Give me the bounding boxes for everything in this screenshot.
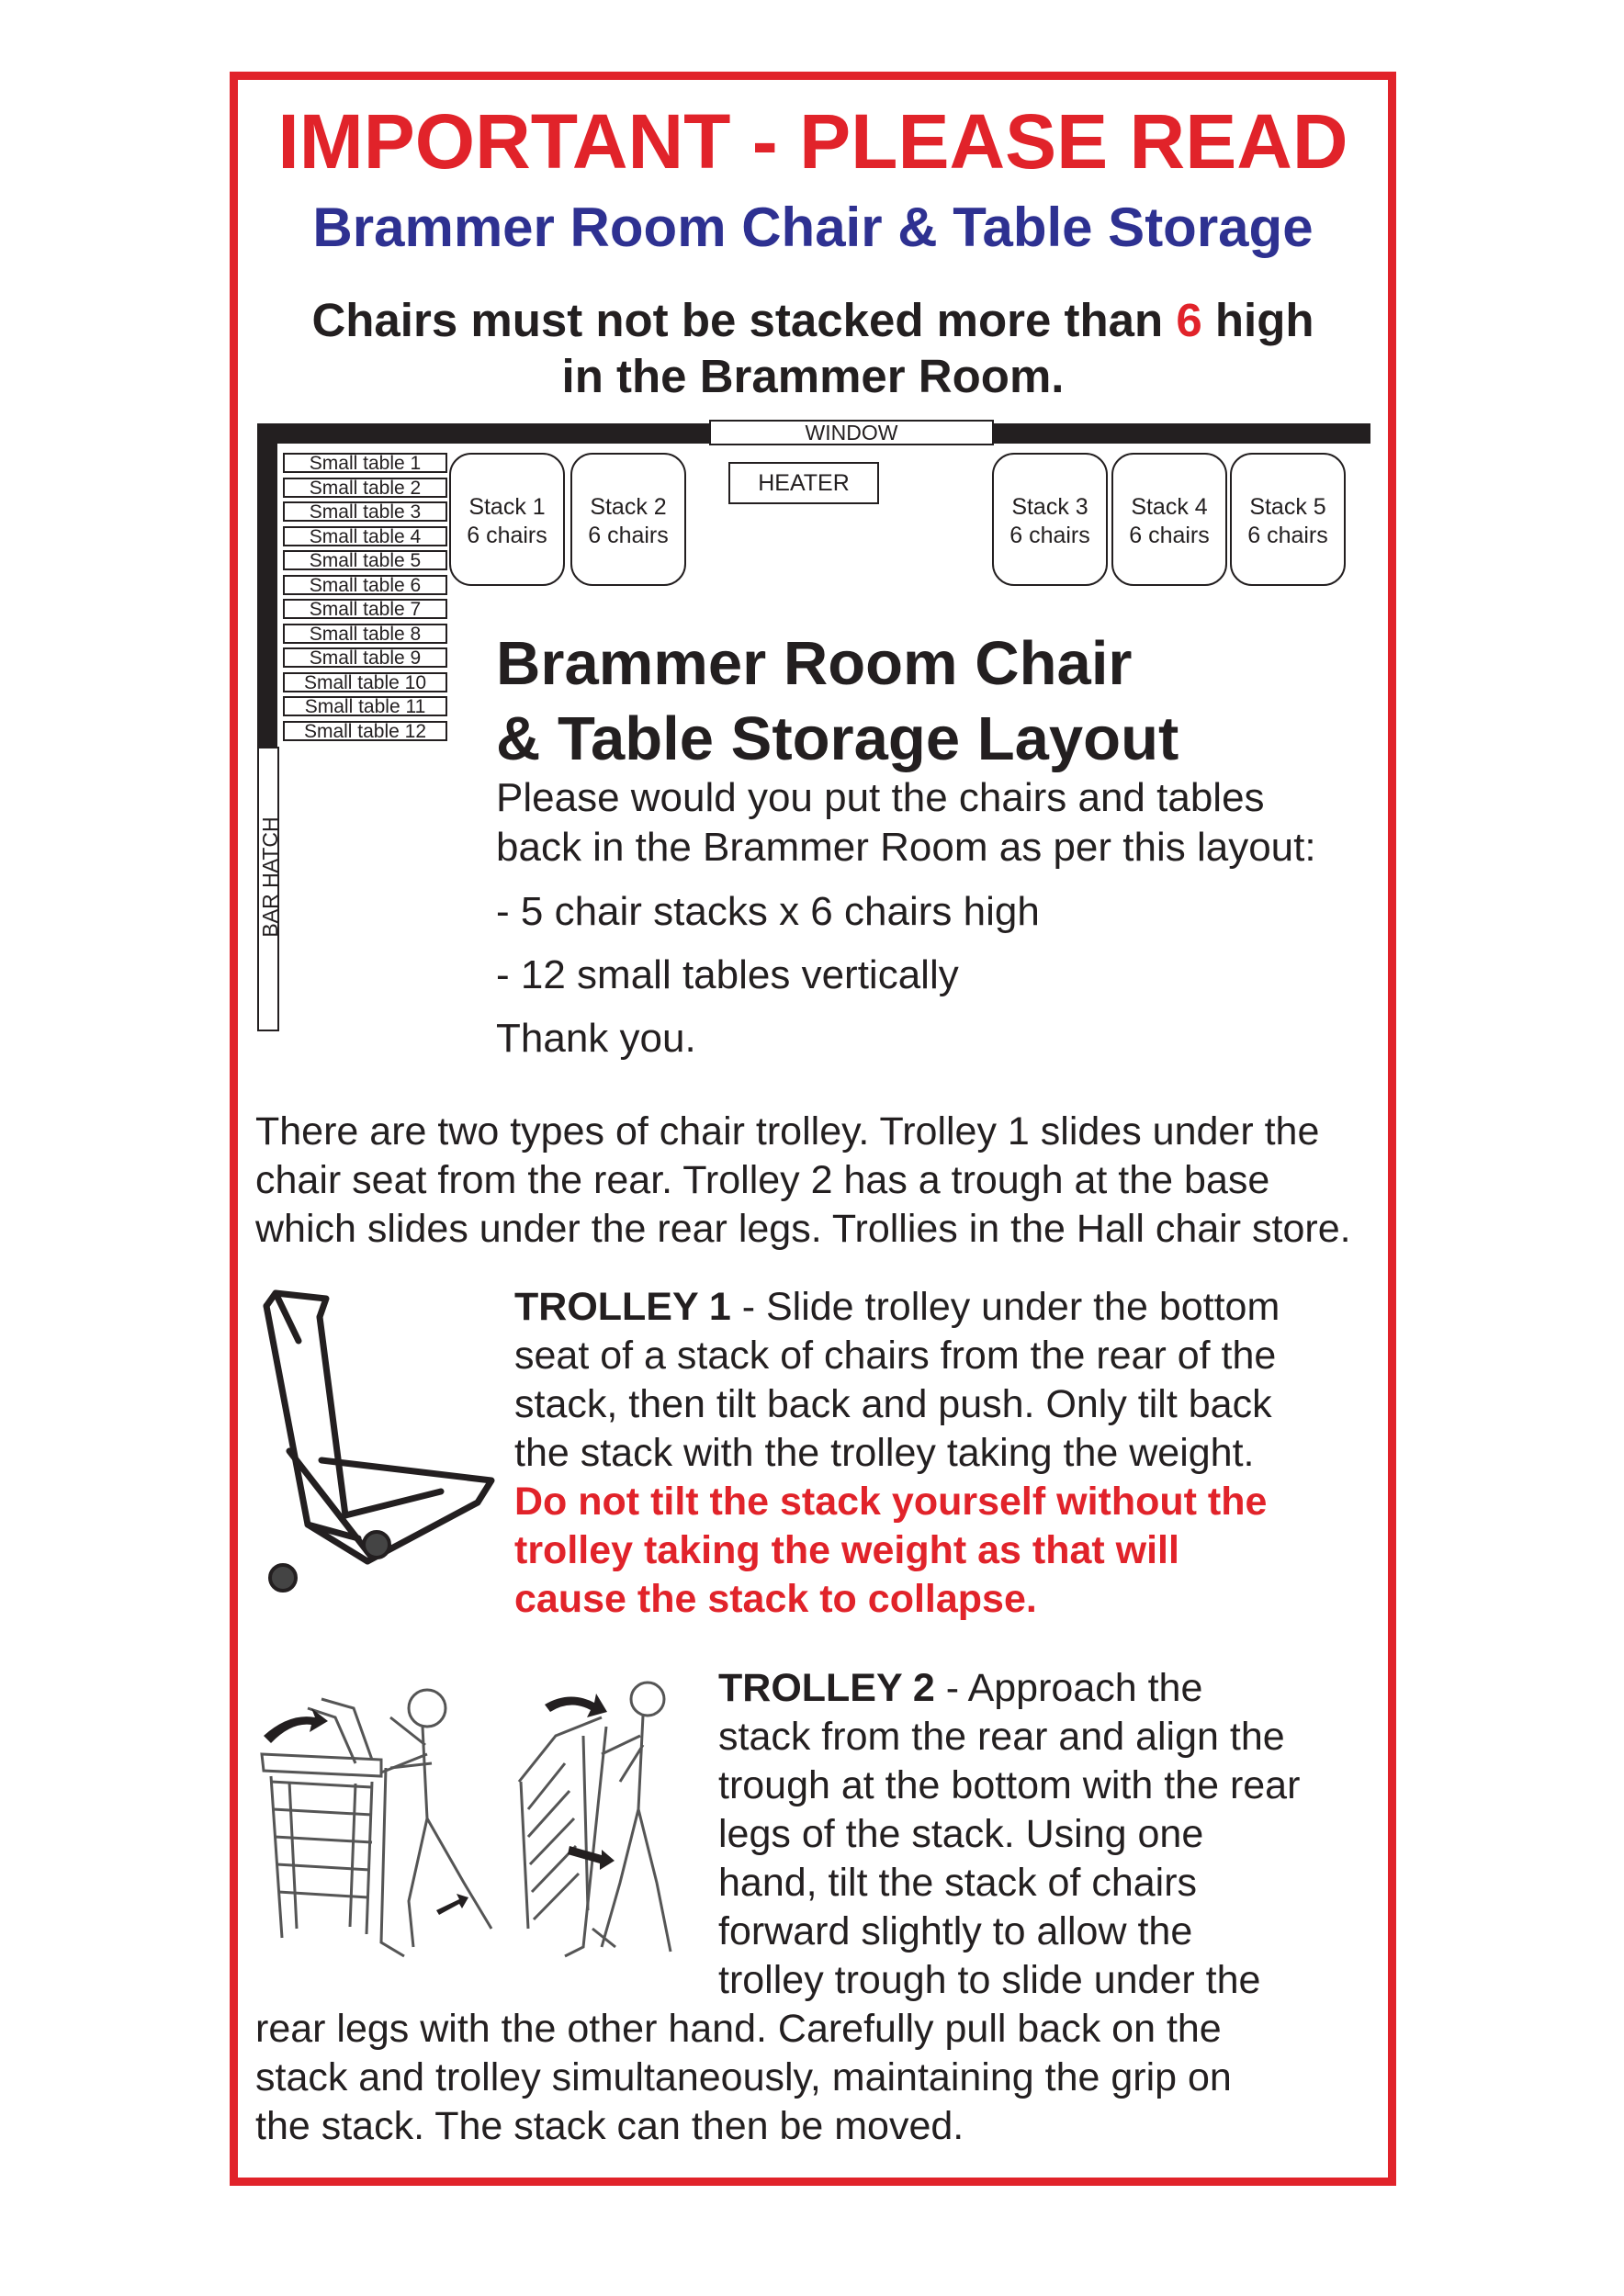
trolley-intro [255,1108,1351,1254]
small-table: Small table 7 [283,599,447,619]
trolley-1-line: - Slide trolley under the bottom [730,1285,1280,1329]
small-table: Small table 8 [283,624,447,644]
trolley-1-warning: trolley taking the weight as that will [514,1528,1179,1572]
small-table: Small table 1 [283,453,447,473]
trolley-1-line: stack, then tilt back and push. Only tilt back [514,1382,1272,1426]
trolley-2-line: forward slightly to allow the [718,1909,1193,1953]
small-table: Small table 3 [283,501,447,522]
warning-number: 6 [1176,294,1202,346]
bar-hatch-label: BAR HATCH [258,816,282,938]
stack-count: 6 chairs [467,523,547,548]
trolley-2-illustration [253,1681,721,1965]
trolley-2-text-continued [255,2005,1232,2151]
thank-you: Thank you. [496,1016,696,1061]
small-table: Small table 9 [283,647,447,668]
trolley-2-line: legs of the stack. Using one [718,1812,1204,1856]
layout-instructions [496,773,1316,872]
arrow-icon [436,1894,468,1915]
chair-stack-1 [449,453,565,586]
small-table: Small table 4 [283,526,447,546]
stack-name: Stack 3 [1011,494,1088,520]
instruction-line: Please would you put the chairs and tables [496,775,1265,820]
trolley-1-warning: cause the stack to collapse. [514,1577,1037,1621]
wheel-icon [364,1532,389,1558]
page-title: IMPORTANT - PLEASE READ [277,98,1348,185]
chair-stack-5 [1230,453,1346,586]
warning-text-1: Chairs must not be stacked more than [311,294,1177,346]
trolley-2-line: trough at the bottom with the rear [718,1763,1301,1807]
stack-count: 6 chairs [588,523,669,548]
chair-stack-2 [570,453,686,586]
bullet-stacks: - 5 chair stacks x 6 chairs high [496,889,1040,934]
trolley-1-line: seat of a stack of chairs from the rear of the [514,1334,1277,1378]
chair-stack-3 [992,453,1108,586]
small-table: Small table 6 [283,575,447,595]
stack-name: Stack 4 [1131,494,1208,520]
small-table: Small table 2 [283,478,447,498]
warning-text-3: in the Brammer Room. [561,350,1065,402]
small-table: Small table 11 [283,696,447,716]
intro-line: There are two types of chair trolley. Trolley 1 slides under the [255,1109,1320,1154]
bar-hatch [257,747,282,1031]
trolley-1-line: the stack with the trolley taking the weight. [514,1431,1255,1475]
warning-text-2: high [1201,294,1314,346]
trolley-2-line: - Approach the [934,1666,1203,1710]
stacking-warning [230,292,1396,404]
bullet-tables: - 12 small tables vertically [496,952,959,997]
stack-count: 6 chairs [1129,523,1210,548]
intro-line: which slides under the rear legs. Trollies in the Hall chair store. [255,1207,1351,1251]
trolley-2-text [718,1664,1300,2005]
intro-line: chair seat from the rear. Trolley 2 has a trough at the base [255,1158,1270,1202]
trolley-1-text [514,1283,1280,1624]
small-table: Small table 5 [283,550,447,570]
window [709,420,994,445]
trolley-1-illustration [257,1286,505,1616]
small-table: Small table 12 [283,721,447,741]
stack-count: 6 chairs [1009,523,1090,548]
trolley-2-line: stack and trolley simultaneously, maintaining the grip on [255,2055,1232,2099]
page-subtitle: Brammer Room Chair & Table Storage [312,197,1314,258]
trolley-2-line: hand, tilt the stack of chairs [718,1861,1198,1905]
trolley-2-line: the stack. The stack can then be moved. [255,2104,964,2148]
trolley-2-line: trolley trough to slide under the [718,1958,1261,2002]
instruction-line: back in the Brammer Room as per this layout: [496,825,1316,870]
trolley-1-warning: Do not tilt the stack yourself without the [514,1480,1268,1524]
layout-title [496,626,1179,777]
layout-title-line: Brammer Room Chair [496,629,1133,698]
window-label: WINDOW [805,421,898,445]
trolley-2-line: stack from the rear and align the [718,1715,1285,1759]
left-wall [257,423,277,747]
stack-name: Stack 2 [590,494,667,520]
trolley-1-label: TROLLEY 1 [514,1285,731,1329]
stack-count: 6 chairs [1247,523,1328,548]
heater [728,462,879,504]
small-table: Small table 10 [283,672,447,692]
rotate-arrow-icon [264,1708,328,1743]
wheel-icon [270,1565,296,1591]
layout-title-line: & Table Storage Layout [496,704,1179,773]
stack-name: Stack 1 [468,494,546,520]
heater-label: HEATER [758,470,850,496]
stack-name: Stack 5 [1249,494,1326,520]
trolley-2-label: TROLLEY 2 [718,1666,935,1710]
chair-stack-4 [1111,453,1227,586]
trolley-2-line: rear legs with the other hand. Carefully pull back on the [255,2007,1222,2051]
rotate-arrow-icon [545,1694,607,1717]
